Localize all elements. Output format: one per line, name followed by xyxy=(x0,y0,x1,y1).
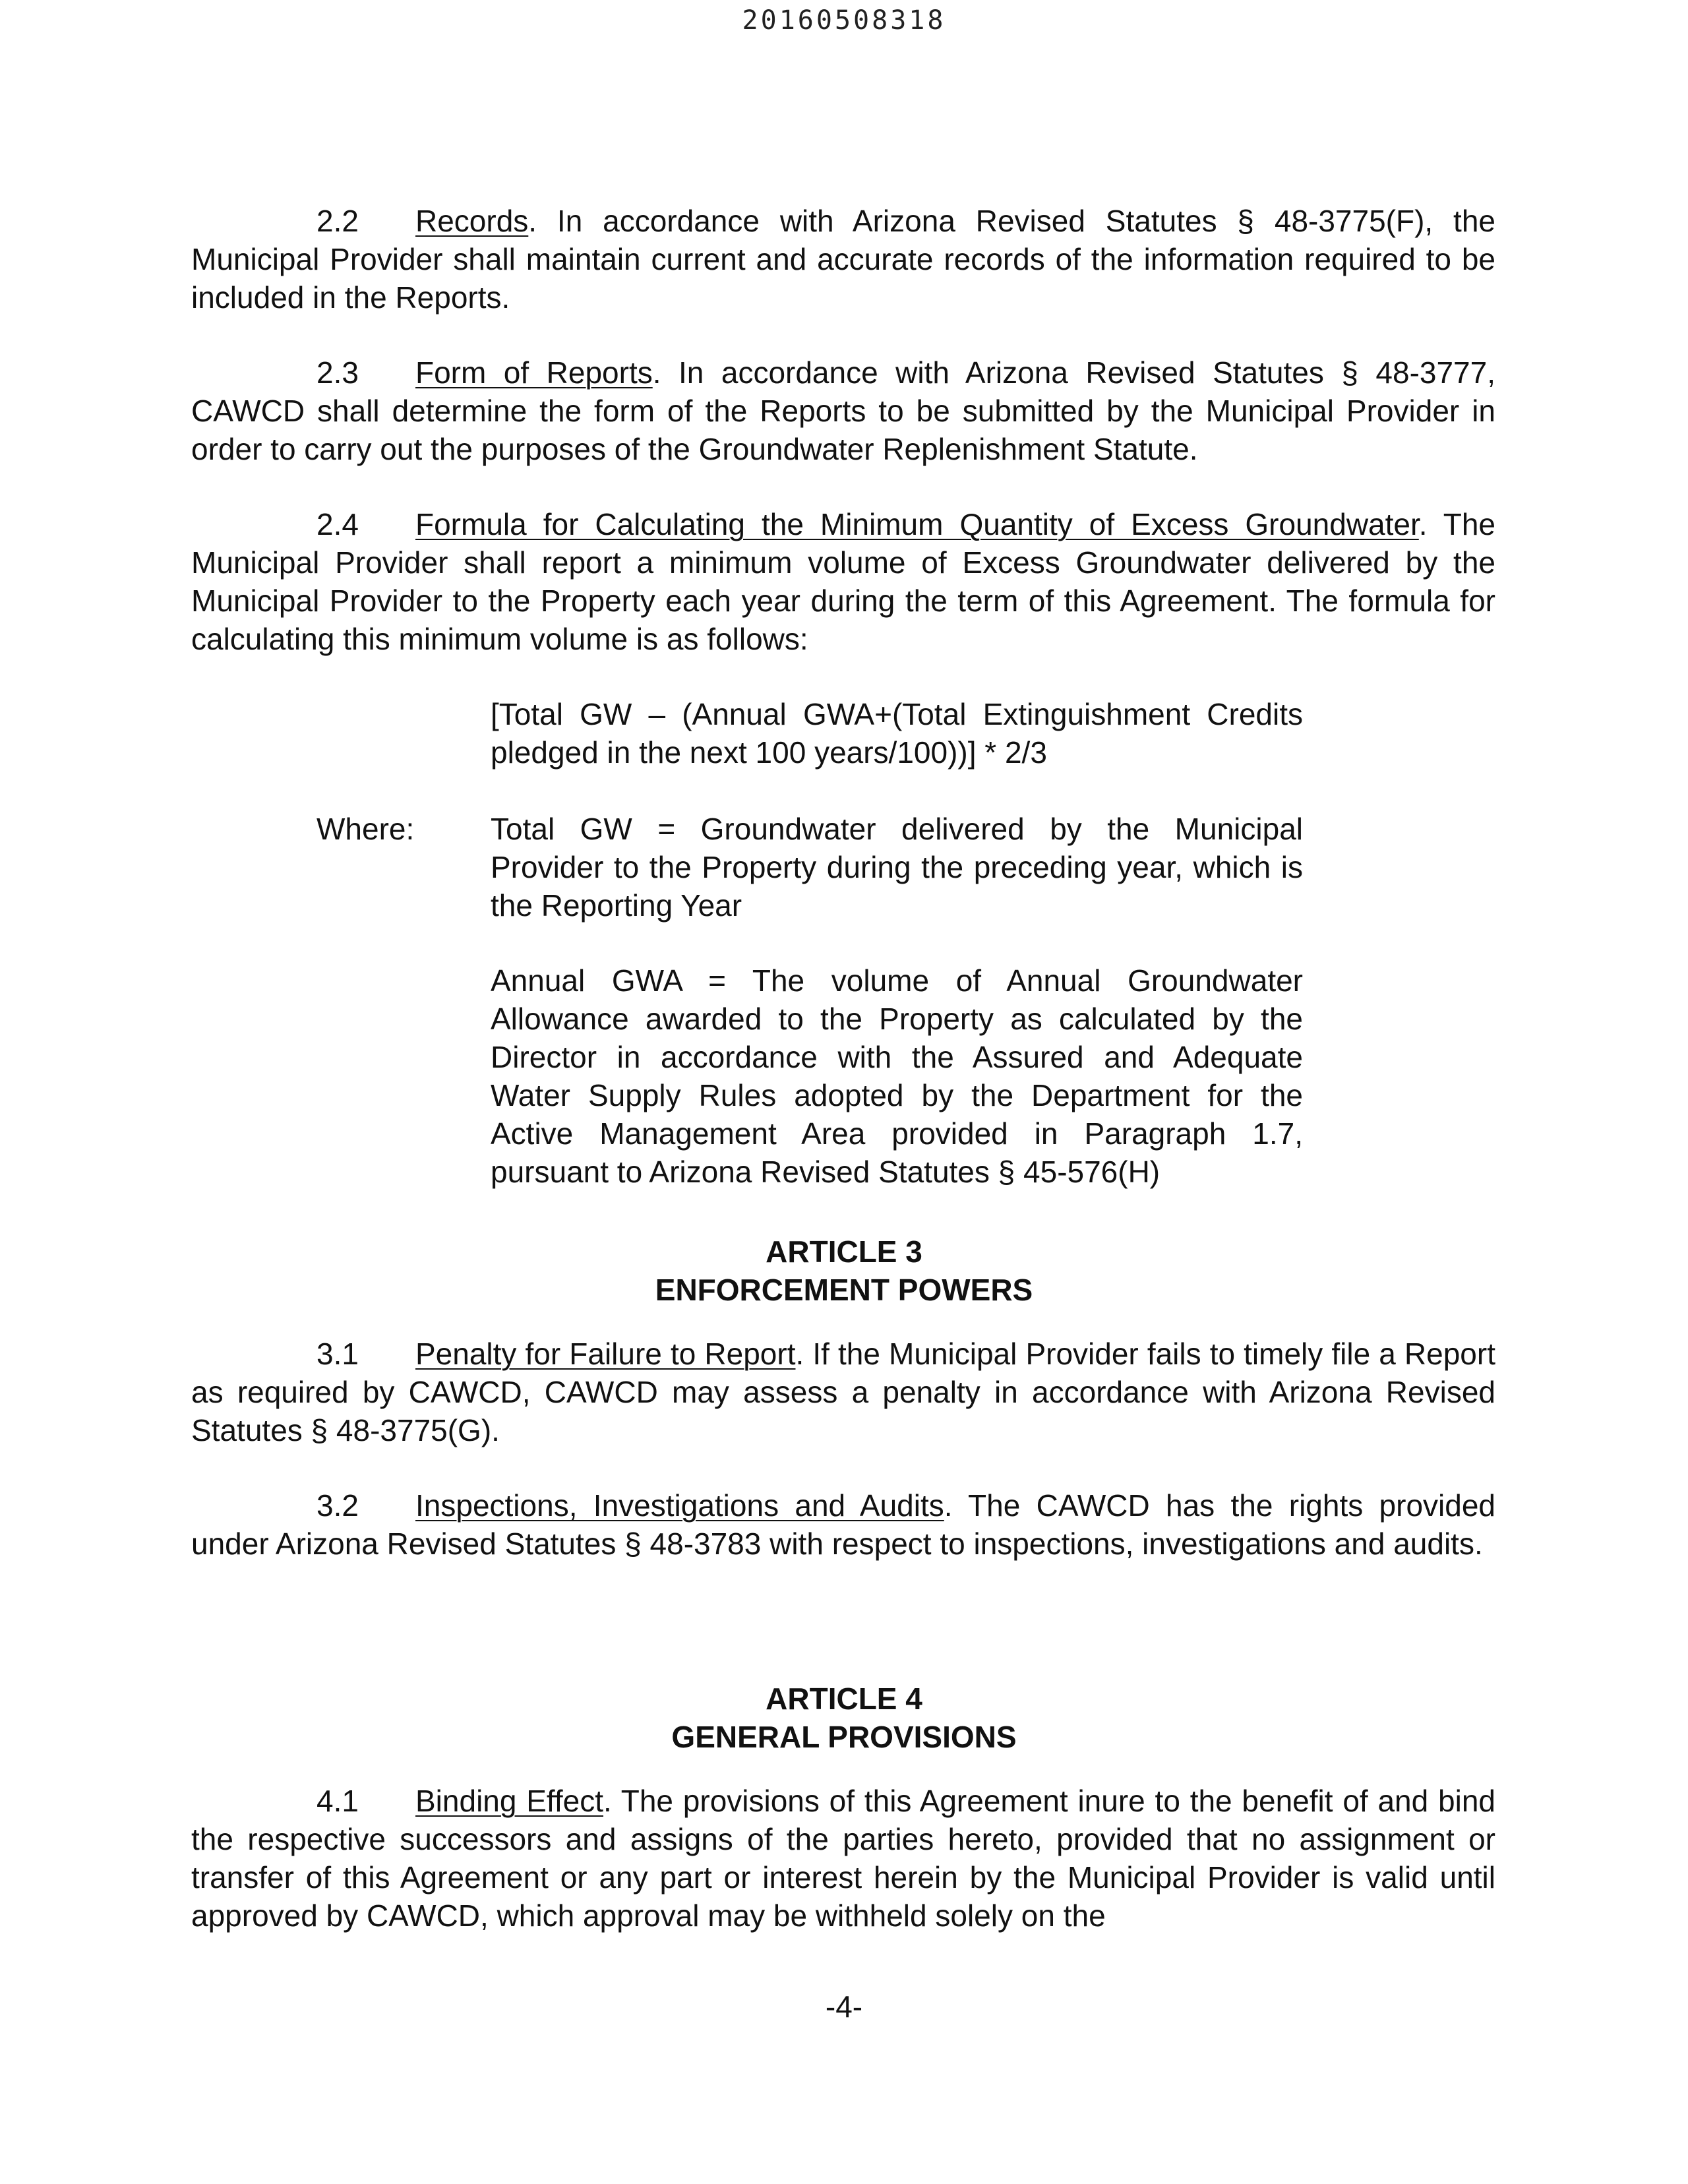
section-text: . If the Municipal Provider fails to timely file a Report as required by CAWCD, CAWCD may assess a penalty in accordance with Arizona Revised Statutes § 48-3775(G). xyxy=(191,1337,1495,1447)
section-text: . The Municipal Provider shall report a minimum volume of Excess Groundwater delivered by the Municipal Provider to the Property each year during the term of this Agreement. The formula for calculating this minimum volume is as follows: xyxy=(191,507,1495,656)
section-number: 3.1 xyxy=(316,1337,359,1371)
section-number: 2.3 xyxy=(316,355,359,390)
section-heading: Penalty for Failure to Report xyxy=(415,1337,796,1371)
section-number: 3.2 xyxy=(316,1488,359,1523)
section-heading: Inspections, Investigations and Audits xyxy=(415,1488,944,1523)
section-number: 2.4 xyxy=(316,507,359,541)
section-number: 2.2 xyxy=(316,204,359,238)
section-text: . The CAWCD has the rights provided under Arizona Revised Statutes § 48-3783 with respect to inspections, investigations and audits. xyxy=(191,1488,1496,1561)
section-heading: Form of Reports xyxy=(415,355,653,390)
section-2-4 xyxy=(191,505,1495,658)
section-2-2 xyxy=(191,202,1495,317)
section-3-1 xyxy=(191,1335,1495,1449)
section-heading: Formula for Calculating the Minimum Quantity of Excess Groundwater xyxy=(415,507,1419,541)
where-label: Where: xyxy=(316,812,415,846)
definition-annual-gwa: Annual GWA = The volume of Annual Groundwater Allowance awarded to the Property as calculated by the Director in accordance with the Assured and Adequate Water Supply Rules adopted by the Department for the Active Management Area provided in Paragraph 1.7, pursuant to Arizona Revised Statutes § 45-576(H) xyxy=(491,963,1303,1189)
document-number: 20160508318 xyxy=(742,5,946,36)
section-2-3 xyxy=(191,353,1495,468)
definition-total-gw: Total GW = Groundwater delivered by the Municipal Provider to the Property during the preceding year, which is the Reporting Year xyxy=(491,812,1303,923)
article-3-title: ARTICLE 3 xyxy=(766,1234,922,1269)
article-4-subtitle: GENERAL PROVISIONS xyxy=(671,1720,1017,1754)
section-4-1 xyxy=(191,1782,1495,1935)
formula: [Total GW – (Annual GWA+(Total Extinguishment Credits pledged in the next 100 years/100))] * 2/3 xyxy=(491,697,1303,770)
section-number: 4.1 xyxy=(316,1784,359,1818)
section-text: . The provisions of this Agreement inure to the benefit of and bind the respective successors and assigns of the parties hereto, provided that no assignment or transfer of this Agreement or any part or interest herein by the Municipal Provider is valid until approved by CAWCD, which approval may be withheld solely on the xyxy=(191,1784,1495,1933)
article-3-subtitle: ENFORCEMENT POWERS xyxy=(655,1273,1033,1307)
section-3-2 xyxy=(191,1486,1495,1563)
section-heading: Binding Effect xyxy=(415,1784,604,1818)
section-heading: Records xyxy=(415,204,529,238)
section-text: . In accordance with Arizona Revised Statutes § 48-3777, CAWCD shall determine the form of the Reports to be submitted by the Municipal Provider in order to carry out the purposes of the Groundwater Replenishment Statute. xyxy=(191,355,1495,466)
section-text: . In accordance with Arizona Revised Statutes § 48-3775(F), the Municipal Provider shall maintain current and accurate records of the information required to be included in the Reports. xyxy=(191,204,1495,315)
article-4-title: ARTICLE 4 xyxy=(766,1682,922,1716)
page-number: -4- xyxy=(825,1989,863,2024)
